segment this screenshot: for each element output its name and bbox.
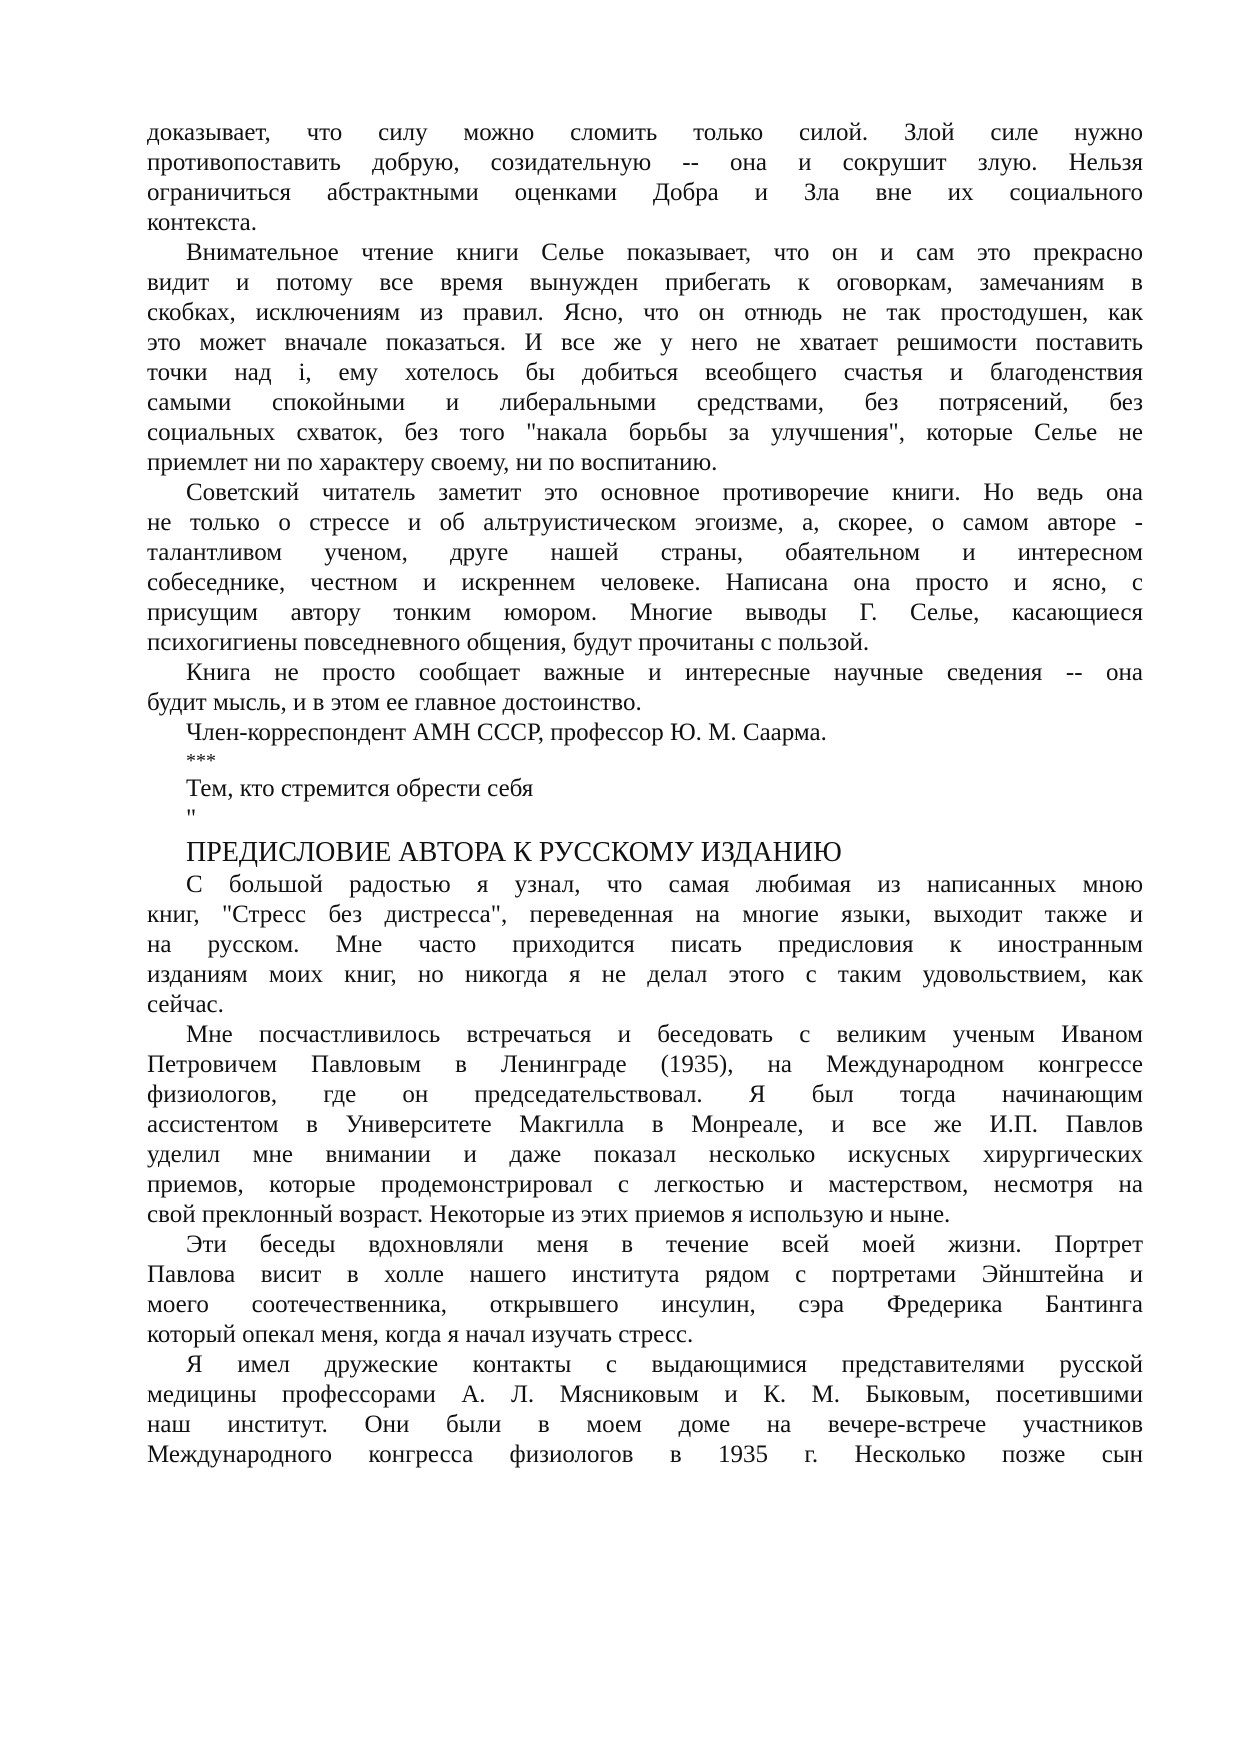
text-line: моего соотечественника, открывшего инсулин, сэра Фредерика Бантинга [147, 1291, 1143, 1318]
section-heading [147, 836, 1143, 870]
text-line: Внимательное чтение книги Селье показывает, что он и сам это прекрасно [186, 239, 1143, 266]
text-line: Павлова висит в холле нашего института рядом с портретами Эйнштейна и [147, 1261, 1143, 1288]
text-line-block [147, 804, 1143, 834]
text-line: Эти беседы вдохновляли меня в течение всей моей жизни. Портрет [186, 1231, 1143, 1258]
text-line: " [186, 805, 197, 832]
text-line: собеседнике, честном и искреннем человеке. Написана она просто и ясно, с [147, 569, 1143, 596]
text-line: социальных схваток, без того "накала борьбы за улучшения", которые Селье не [147, 419, 1143, 446]
text-line: Петровичем Павловым в Ленинграде (1935), на Международном конгрессе [147, 1051, 1143, 1078]
text-line: свой преклонный возраст. Некоторые из этих приемов я использую и ныне. [147, 1201, 951, 1228]
text-line: Книга не просто сообщает важные и интересные научные сведения -- она [186, 659, 1143, 686]
paragraph [147, 870, 1143, 1020]
text-line: уделил мне внимании и даже показал несколько искусных хирургических [147, 1141, 1143, 1168]
text-line: скобках, исключениям из правил. Ясно, что он отнюдь не так простодушен, как [147, 299, 1143, 326]
text-line: будит мысль, и в этом ее главное достоинство. [147, 689, 642, 716]
text-line: ассистентом в Университете Макгилла в Монреале, и все же И.П. Павлов [147, 1111, 1143, 1138]
text-line-block [147, 774, 1143, 804]
paragraph [147, 238, 1143, 478]
text-line: психогигиены повседневного общения, будут прочитаны с пользой. [147, 629, 870, 656]
text-line: сейчас. [147, 991, 224, 1018]
paragraph [147, 1230, 1143, 1350]
document-page [147, 118, 1143, 1470]
text-line: присущим автору тонким юмором. Многие выводы Г. Селье, касающиеся [147, 599, 1143, 626]
text-line: талантливом ученом, друге нашей страны, обаятельном и интересном [147, 539, 1143, 566]
text-line: доказывает, что силу можно сломить только силой. Злой силе нужно [147, 119, 1143, 146]
text-line: не только о стрессе и об альтруистическом эгоизме, а, скорее, о самом авторе - [147, 509, 1143, 536]
text-line: видит и потому все время вынужден прибегать к оговоркам, замечаниям в [147, 269, 1143, 296]
text-line: физиологов, где он председательствовал. Я был тогда начинающим [147, 1081, 1143, 1108]
paragraph [147, 1020, 1143, 1230]
text-line-block [147, 748, 1143, 774]
text-line: Международного конгресса физиологов в 1935 г. Несколько позже сын [147, 1441, 1143, 1468]
text-line: Мне посчастливилось встречаться и беседовать с великим ученым Иваном [186, 1021, 1143, 1048]
text-line: *** [186, 750, 216, 772]
paragraph [147, 658, 1143, 718]
text-line: Я имел дружеские контакты с выдающимися представителями русской [186, 1351, 1143, 1378]
text-line: противопоставить добрую, созидательную -- она и сокрушит злую. Нельзя [147, 149, 1143, 176]
text-line: самыми спокойными и либеральными средствами, без потрясений, без [147, 389, 1143, 416]
text-line: который опекал меня, когда я начал изучать стресс. [147, 1321, 694, 1348]
text-line: С большой радостью я узнал, что самая любимая из написанных мною [186, 871, 1143, 898]
paragraph [147, 118, 1143, 238]
paragraph [147, 478, 1143, 658]
text-line: контекста. [147, 209, 257, 236]
paragraph [147, 1350, 1143, 1470]
text-line: Член-корреспондент АМН СССР, профессор Ю. М. Саарма. [186, 719, 827, 746]
text-line: Советский читатель заметит это основное противоречие книги. Но ведь она [186, 479, 1143, 506]
text-line: на русском. Мне часто приходится писать предисловия к иностранным [147, 931, 1143, 958]
text-line-block [147, 718, 1143, 748]
text-line: Тем, кто стремится обрести себя [186, 775, 534, 802]
heading-text: ПРЕДИСЛОВИЕ АВТОРА К РУССКОМУ ИЗДАНИЮ [186, 837, 842, 868]
text-line: изданиям моих книг, но никогда я не делал этого с таким удовольствием, как [147, 961, 1143, 988]
text-line: приемлет ни по характеру своему, ни по воспитанию. [147, 449, 718, 476]
text-line: приемов, которые продемонстрировал с легкостью и мастерством, несмотря на [147, 1171, 1143, 1198]
text-line: это может вначале показаться. И все же у него не хватает решимости поставить [147, 329, 1143, 356]
text-line: книг, "Стресс без дистресса", переведенная на многие языки, выходит также и [147, 901, 1143, 928]
text-line: медицины профессорами А. Л. Мясниковым и К. М. Быковым, посетившими [147, 1381, 1143, 1408]
text-line: наш институт. Они были в моем доме на вечере-встрече участников [147, 1411, 1143, 1438]
text-line: точки над i, ему хотелось бы добиться всеобщего счастья и благоденствия [147, 359, 1143, 386]
text-line: ограничиться абстрактными оценками Добра и Зла вне их социального [147, 179, 1143, 206]
